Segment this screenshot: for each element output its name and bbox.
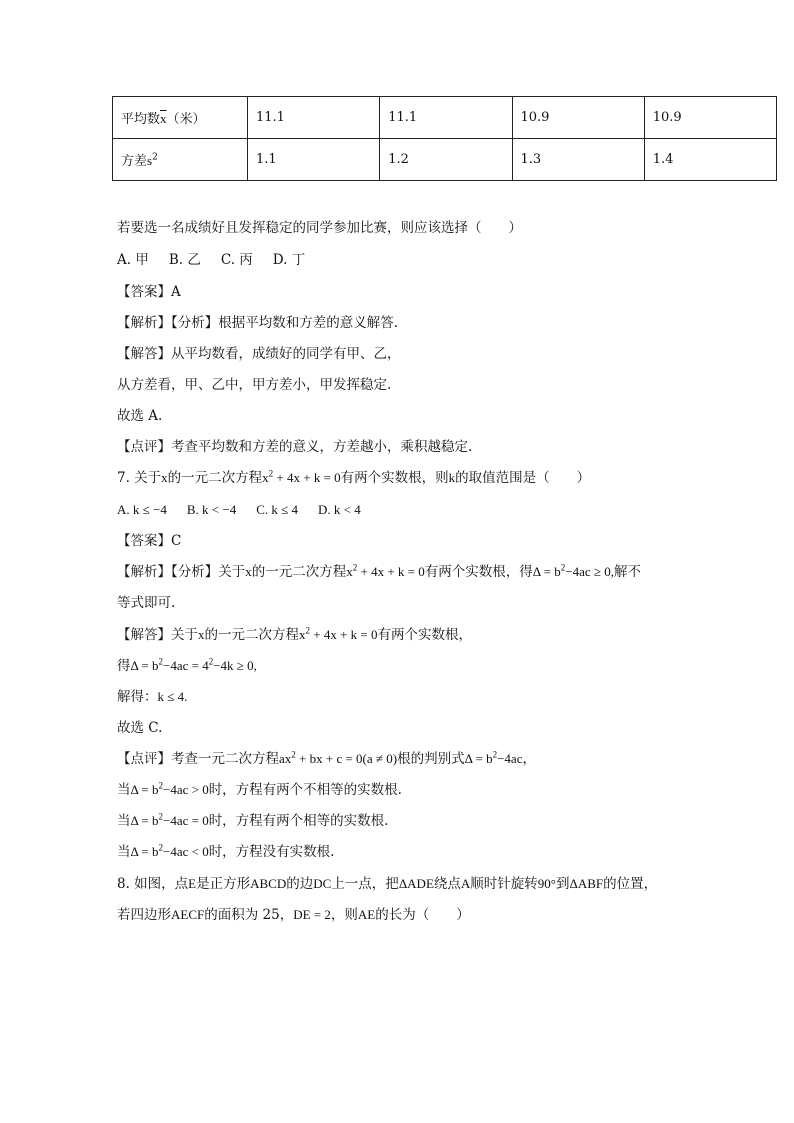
option-c: C. 丙	[220, 252, 253, 268]
text: 【解答】关于	[117, 627, 198, 643]
math: x	[299, 627, 306, 642]
q7-derivation	[117, 656, 257, 676]
text: 绕点	[433, 876, 461, 892]
q7-case-1	[117, 780, 402, 800]
text: 到	[555, 876, 570, 892]
s-symbol: s	[147, 153, 153, 168]
q6-solution-line-1: 【解答】从平均数看，成绩好的同学有甲、乙，	[117, 346, 401, 362]
math: −4k ≥ 0,	[213, 658, 257, 673]
math: x	[262, 470, 269, 485]
q6-options	[117, 250, 325, 270]
x-bar-symbol: $\overline{x}$	[160, 111, 167, 126]
math: k ≤ 4.	[157, 689, 188, 704]
text: 上一点，把	[331, 876, 399, 892]
text: 若四边形	[117, 907, 171, 923]
text: 有两个实数根，则	[340, 470, 449, 486]
superscript: 2	[268, 468, 274, 479]
math: + 4x + k = 0	[357, 564, 425, 579]
equation	[131, 813, 209, 828]
superscript: 2	[291, 749, 296, 760]
superscript: 2	[158, 656, 163, 667]
text: 【解析】【分析】关于	[117, 564, 246, 580]
text: 时，方程没有实数根.	[208, 844, 335, 860]
q6-answer: 【答案】A	[117, 284, 181, 300]
equation	[279, 751, 397, 766]
text: 是正方形	[196, 876, 251, 892]
option-c: C. k ≤ 4	[256, 502, 299, 517]
math: −4ac	[497, 751, 523, 766]
table-cell: 1.2	[380, 139, 512, 181]
math: Δ = b	[532, 564, 561, 579]
table-row	[113, 97, 777, 139]
option-a: A. 甲	[117, 252, 149, 268]
math: −4ac > 0	[162, 782, 209, 797]
math: x	[198, 627, 205, 642]
label-text: 平均数	[121, 112, 161, 127]
table-cell: 10.9	[644, 97, 776, 139]
text: 【点评】考查一元二次方程	[117, 751, 279, 767]
q7-analysis-line-2: 等式即可.	[117, 595, 176, 611]
math: DE = 2	[293, 907, 331, 922]
superscript: 2	[152, 152, 158, 163]
math: E	[188, 876, 197, 891]
equation	[262, 470, 341, 485]
q8-stem-line-1	[117, 874, 657, 894]
math: ΔADE	[398, 876, 434, 891]
math: Δ = b	[130, 782, 159, 797]
text: 有两个实数根，	[377, 627, 472, 643]
table-row	[113, 139, 777, 181]
math: −4ac = 0	[162, 813, 209, 828]
superscript: 2	[305, 625, 310, 636]
math: AE	[357, 907, 376, 922]
math: Δ = b	[130, 813, 159, 828]
text: 7. 关于	[117, 470, 162, 486]
q7-stem	[117, 468, 590, 488]
equation	[299, 627, 378, 642]
text: 的取值范围是（ ）	[455, 470, 591, 486]
text: 当	[117, 782, 131, 798]
text: 的边	[286, 876, 314, 892]
q7-solution	[117, 625, 472, 645]
option-d: D. 丁	[272, 252, 306, 268]
table-cell: 1.4	[644, 139, 776, 181]
table-cell: 11.1	[248, 97, 380, 139]
option-b: B. k < −4	[186, 502, 237, 517]
q6-comment: 【点评】考查平均数和方差的意义，方差越小，乘积越稳定.	[117, 439, 473, 455]
math: k	[448, 470, 456, 485]
discriminant	[465, 751, 523, 766]
superscript: 2	[158, 811, 163, 822]
equation	[131, 844, 209, 859]
text: 解得：	[117, 689, 158, 705]
row-header-variance	[113, 139, 248, 181]
label-text: 方差	[121, 154, 148, 169]
q6-conclusion: 故选 A.	[117, 408, 163, 424]
text: 的长为（ ）	[375, 907, 470, 923]
table-cell: 10.9	[512, 97, 644, 139]
math: A	[460, 876, 471, 891]
math: x	[346, 564, 353, 579]
text: 的位置，	[603, 876, 658, 892]
text: 的一元二次方程	[251, 564, 347, 580]
text: 当	[117, 813, 131, 829]
text: ，	[522, 751, 536, 767]
q7-solved	[117, 687, 187, 707]
q8-stem-line-2	[117, 905, 470, 925]
table-cell: 1.3	[512, 139, 644, 181]
math: −4ac < 0	[162, 844, 209, 859]
option-b: B. 乙	[168, 252, 201, 268]
superscript: 2	[208, 656, 214, 667]
table-cell: 11.1	[380, 97, 512, 139]
row-header-mean	[113, 97, 248, 139]
math: DC	[313, 876, 332, 891]
math: ax	[279, 751, 292, 766]
math: Δ = b	[130, 658, 159, 673]
text: 时，方程有两个相等的实数根.	[208, 813, 389, 829]
discriminant	[533, 564, 614, 579]
text: 时，方程有两个不相等的实数根.	[208, 782, 402, 798]
math: Δ = b	[464, 751, 493, 766]
option-a: A. k ≤ −4	[117, 502, 167, 517]
superscript: 2	[492, 749, 498, 760]
superscript: 2	[560, 562, 566, 573]
math: ΔABF	[569, 876, 604, 891]
q7-comment	[117, 749, 536, 769]
equation	[346, 564, 425, 579]
math: ABCD	[250, 876, 287, 891]
statistics-table	[112, 96, 777, 181]
math: Δ = b	[130, 844, 159, 859]
math: + 4x + k = 0	[273, 470, 341, 485]
q7-options	[117, 500, 381, 520]
option-d: D. k < 4	[318, 502, 361, 517]
superscript: 2	[158, 780, 163, 791]
text: 根的判别式	[397, 751, 465, 767]
text: 的一元二次方程	[204, 627, 299, 643]
text: 解不	[614, 564, 641, 580]
text: 顺时针旋转	[470, 876, 538, 892]
q7-case-3	[117, 842, 334, 862]
text: ，则	[330, 907, 358, 923]
math: 90°	[537, 876, 556, 891]
superscript: 2	[158, 842, 163, 853]
text: 得	[117, 658, 131, 674]
q6-solution-line-2: 从方差看，甲、乙中，甲方差小，甲发挥稳定.	[117, 377, 392, 393]
math: x	[245, 564, 252, 579]
text: 的一元二次方程	[167, 470, 263, 486]
label-unit: （米）	[166, 112, 206, 127]
math: x	[161, 470, 168, 485]
q6-stem: 若要选一名成绩好且发挥稳定的同学参加比赛，则应该选择（ ）	[117, 220, 522, 236]
q7-answer: 【答案】C	[117, 533, 182, 549]
text: 的面积为 25，	[204, 907, 294, 923]
math: −4ac = 4	[162, 658, 209, 673]
equation	[131, 658, 257, 673]
table-cell: 1.1	[248, 139, 380, 181]
math: + 4x + k = 0	[310, 627, 378, 642]
text: 8. 如图，点	[117, 876, 189, 892]
math: AECF	[171, 907, 205, 922]
text: 有两个实数根，得	[424, 564, 533, 580]
math: + bx + c = 0(a ≠ 0)	[295, 751, 398, 766]
q7-case-2	[117, 811, 388, 831]
superscript: 2	[352, 562, 358, 573]
text: 当	[117, 844, 131, 860]
q7-conclusion: 故选 C.	[117, 720, 163, 736]
q7-analysis-line-1	[117, 562, 641, 582]
math: −4ac ≥ 0,	[565, 564, 614, 579]
equation	[131, 782, 209, 797]
q6-analysis: 【解析】【分析】根据平均数和方差的意义解答.	[117, 315, 399, 331]
